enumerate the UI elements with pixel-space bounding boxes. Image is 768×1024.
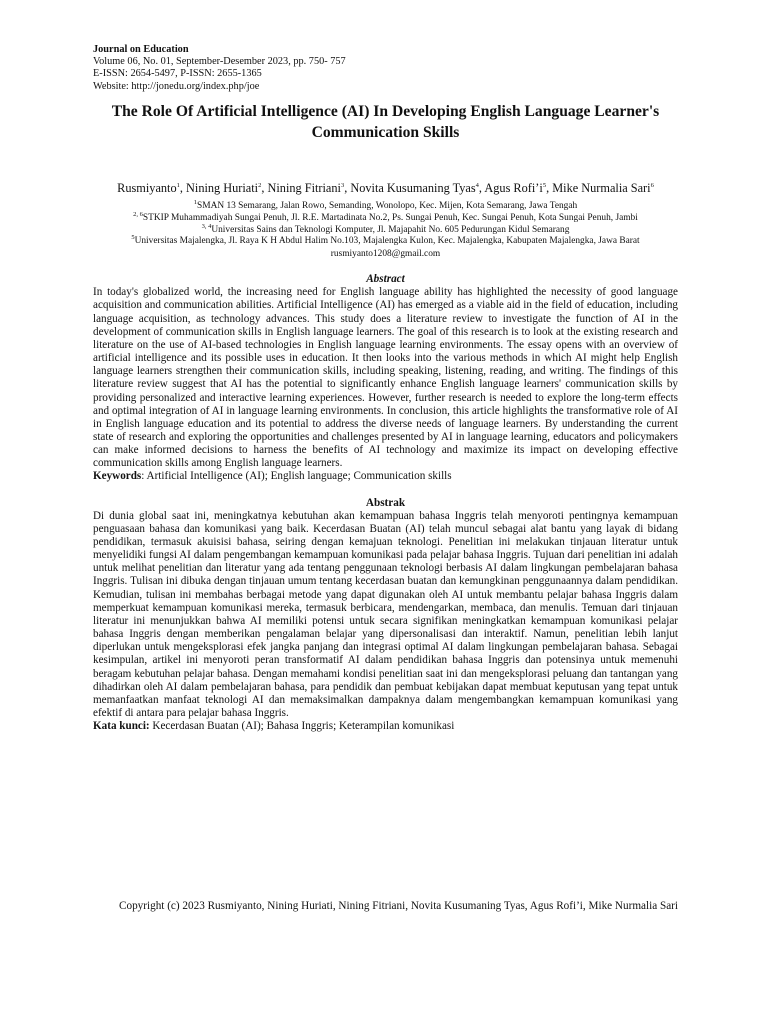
kata-kunci-label: Kata kunci: xyxy=(93,720,150,733)
abstract-heading: Abstract xyxy=(366,273,405,286)
keywords-label: Keywords xyxy=(93,470,142,483)
abstrak-heading: Abstrak xyxy=(365,496,406,509)
keywords xyxy=(93,470,678,483)
affiliation: $^1$SMAN 13 Semarang, Jalan Rowo, Semanding, Wonolopo, Kec. Mijen, Kota Semarang, Jawa Tengah xyxy=(193,199,578,212)
kata-kunci-list: Kecerdasan Buatan (AI); Bahasa Inggris; Keterampilan komunikasi xyxy=(149,720,455,733)
journal-name: Journal on Education xyxy=(93,44,189,55)
abstract-text: In today's globalized world, the increasing need for English language ability has highlighted the necessity of good language acquisition and communication abilities. Artificial Intelligence (AI) has emerged as a viable aid in the field of education, including language acquisition, as technology advances. This study does a literature review to investigate the function of AI in the development of communication skills in English language learners. The goal of this research is to look at the existing research and literature on the use of AI-based technologies in English language learning environments. The essay opens with an overview of artificial intelligence and its possible uses in education. It then looks into the various methods in which AI might help English language learners strengthen their communication skills, including speaking, listening, reading, and writing. The findings of this literature review suggest that AI has the potential to significantly enhance English language learners' communication skills by providing personalized and interactive learning experiences. However, further research is needed to explore the long-term effects and optimal integration of AI in language learning environments. In conclusion, this article highlights the transformative role of AI in English language education and its potential to address the diverse needs of language learners. By understanding the current state of research and exploring the opportunities and challenges presented by AI in language learning, educators and policymakers can make informed decisions to harness the benefits of AI technology and maximize its impact on developing effective communication skills among English language learners. xyxy=(93,286,678,470)
keywords-list: : Artificial Intelligence (AI); English language; Communication skills xyxy=(141,470,452,483)
author: Novita Kusumaning Tyas$^4$, xyxy=(350,180,485,195)
kata-kunci xyxy=(93,720,678,733)
affiliations xyxy=(93,201,678,260)
corresponding-email[interactable]: rusmiyanto1208@gmail.com xyxy=(330,248,441,259)
copyright-notice: Copyright (c) 2023 Rusmiyanto, Nining Huriati, Nining Fitriani, Novita Kusumaning Tyas, Agus Rofi’i, Mike Nurmalia Sari xyxy=(119,900,678,912)
affiliation: $^{3, 4}$Universitas Sains dan Teknologi Komputer, Jl. Majapahit No. 605 Pedurungan Kidul Semarang xyxy=(201,222,570,235)
author: Nining Huriati$^2$, xyxy=(186,180,268,195)
author-list xyxy=(93,181,678,197)
journal-website[interactable]: Website: http://jonedu.org/index.php/joe xyxy=(93,80,260,92)
paper-title: The Role Of Artificial Intelligence (AI) In Developing English Language Learner's Communication Skills xyxy=(111,102,660,141)
affiliation: $^5$Universitas Majalengka, Jl. Raya K H Abdul Halim No.103, Majalengka Kulon, Kec. Majalengka, Kabupaten Majalengka, Jawa Barat xyxy=(131,233,640,247)
author: Agus $Rofi’i^5$, xyxy=(484,180,553,195)
abstrak-text: Di dunia global saat ini, meningkatnya kebutuhan akan kemampuan bahasa Inggris telah menyoroti pentingnya kemampuan penguasaan bahasa dan komunikasi yang baik. Kecerdasan Buatan (AI) telah muncul sebagai alat bantu yang layak di bidang pendidikan, termasuk akuisisi bahasa, seiring dengan kemajuan teknologi. Penelitian ini melakukan tinjauan literatur untuk menyelidiki fungsi AI dalam pengembangan kemampuan komunikasi pada pelajar bahasa Inggris. Tujuan dari penelitian ini adalah untuk melihat penelitian dan literatur yang ada tentang penggunaan teknologi berbasis AI dalam lingkungan pembelajaran bahasa Inggris. Tulisan ini dibuka dengan tinjauan umum tentang kecerdasan buatan dan kemungkinan penggunaannya dalam pendidikan. Kemudian, tulisan ini membahas berbagai metode yang dapat digunakan oleh AI untuk membantu pelajar bahasa Inggris dalam memperkuat kemampuan komunikasi mereka, termasuk berbicara, mendengarkan, membaca, dan menulis. Temuan dari tinjauan literatur ini menunjukkan bahwa AI memiliki potensi untuk secara signifikan meningkatkan kemampuan komunikasi pelajar bahasa Inggris dengan memberikan pengalaman belajar yang dipersonalisasi dan interaktif. Namun, penelitian lebih lanjut diperlukan untuk mengeksplorasi efek jangka panjang dan integrasi optimal AI dalam lingkungan pembelajaran bahasa. Sebagai kesimpulan, artikel ini menyoroti peran transformatif AI dalam pendidikan bahasa Inggris dan potensinya untuk memenuhi beragam kebutuhan pelajar bahasa. Dengan memahami kondisi penelitian saat ini dan mengeksplorasi peluang dan tantangan yang dihadirkan oleh AI dalam pembelajaran bahasa, para pendidik dan pembuat kebijakan dapat membuat keputusan yang tepat untuk memanfaatkan manfaat teknologi AI dan memaksimalkan dampaknya dalam mengembangkan kemampuan komunikasi yang efektif di antara para pelajar bahasa Inggris. xyxy=(93,509,678,719)
affiliation: $^{2, 6}$STKIP Muhammadiyah Sungai Penuh, Jl. R.E. Martadinata No.2, Ps. Sungai Penuh, Kec. Sungai Penuh, Kota Sungai Penuh, Jambi xyxy=(133,210,638,223)
journal-issn: E-ISSN: 2654-5497, P-ISSN: 2655-1365 xyxy=(93,68,262,80)
author: Nining Fitriani$^3$, xyxy=(267,180,351,195)
author: Rusmiyanto$^1$, xyxy=(117,180,187,195)
author: Mike Nurmalia Sari$^6$ xyxy=(552,180,654,195)
journal-volume: Volume 06, No. 01, September-Desember 2023, pp. 750- 757 xyxy=(93,56,346,68)
journal-header xyxy=(93,44,678,93)
